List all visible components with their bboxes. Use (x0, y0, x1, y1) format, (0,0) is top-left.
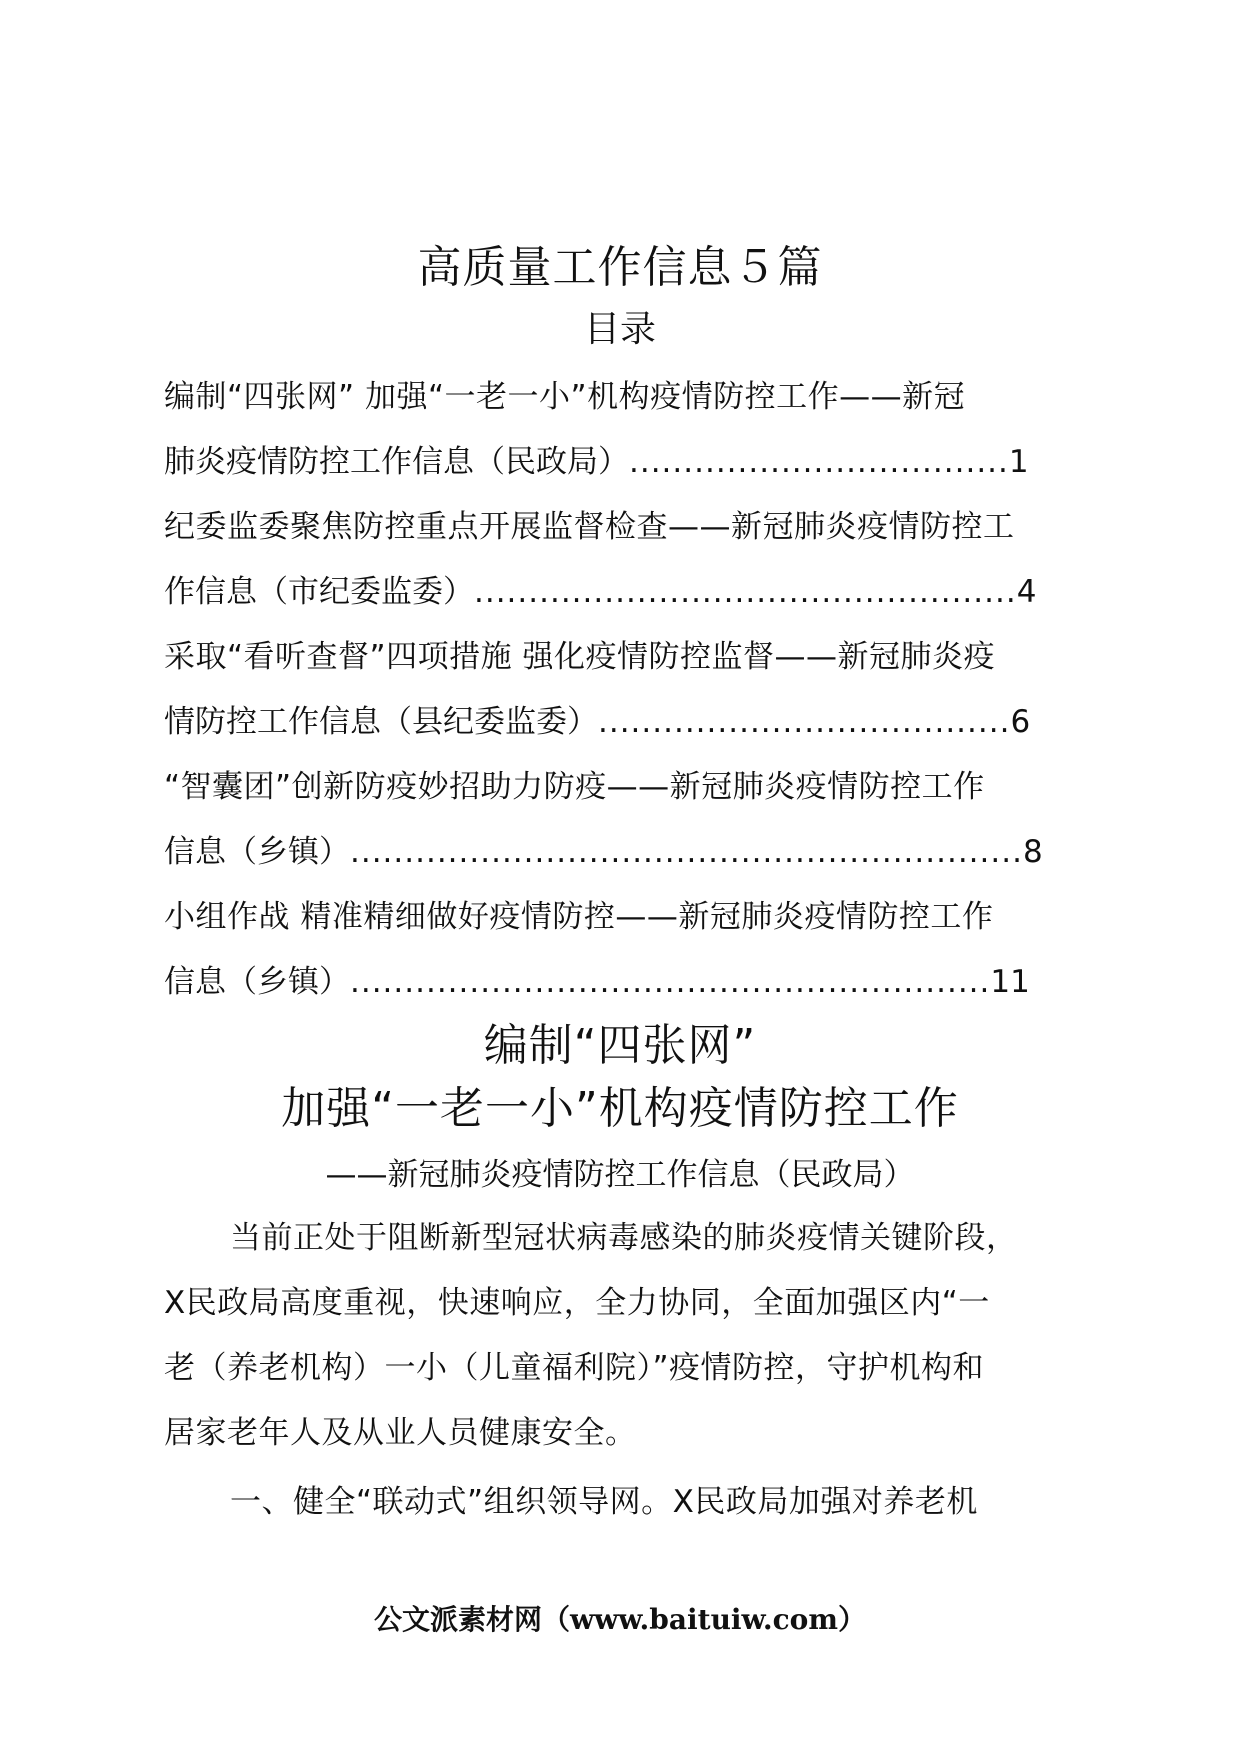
toc-entry-5[interactable] (164, 885, 1084, 1015)
toc-entry-title-line1: 小组作战 精准精细做好疫情防控——新冠肺炎疫情防控工作 (164, 899, 994, 935)
toc-entry-title-line2: 信息（乡镇） (164, 964, 350, 1000)
toc-entry-leader (164, 950, 1084, 1015)
toc-entry-title-line2: 信息（乡镇） (164, 834, 350, 870)
article-title-line2: 加强“一老一小”机构疫情防控工作 (281, 1083, 959, 1134)
toc-entry-leader (164, 820, 1084, 885)
toc-dot-leader: .............................................................. (350, 834, 1023, 870)
article-title-line1: 编制“四张网” (483, 1020, 757, 1071)
toc-page-number: 8 (1022, 834, 1043, 870)
toc-entry-title-line1: “智囊团”创新防疫妙招助力防疫——新冠肺炎疫情防控工作 (164, 769, 985, 805)
toc-page-number: 11 (990, 964, 1030, 1000)
toc-page-number: 4 (1016, 574, 1037, 610)
toc-entry-title-line1: 编制“四张网” 加强“一老一小”机构疫情防控工作——新冠 (164, 379, 966, 415)
footer-watermark-text: 公文派素材网（www.baituiw.com） (374, 1603, 866, 1636)
article-paragraph-2 (164, 1470, 1084, 1535)
toc-entry-title-line2: 情防控工作信息（县纪委监委） (164, 704, 598, 740)
toc-entry-1[interactable] (164, 365, 1084, 495)
toc-heading: 目录 (583, 309, 656, 350)
paragraph-line: 老（养老机构）一小（儿童福利院）”疫情防控，守护机构和 (164, 1350, 985, 1386)
table-of-contents (164, 365, 1084, 1015)
document-title: 高质量工作信息５篇 (417, 242, 823, 293)
paragraph-line: 居家老年人及从业人员健康安全。 (164, 1415, 637, 1451)
toc-page-number: 1 (1008, 444, 1029, 480)
toc-entry-title-line1: 采取“看听查督”四项措施 强化疫情防控监督——新冠肺炎疫 (164, 639, 995, 675)
article-paragraph-1 (164, 1206, 1084, 1466)
toc-entry-title-line1: 纪委监委聚焦防控重点开展监督检查——新冠肺炎疫情防控工 (164, 509, 1015, 545)
toc-entry-leader (164, 690, 1084, 755)
paragraph-line: 一、健全“联动式”组织领导网。X民政局加强对养老机 (230, 1484, 978, 1520)
article-subtitle: ——新冠肺炎疫情防控工作信息（民政局） (325, 1157, 915, 1193)
toc-page-number: 6 (1010, 704, 1031, 740)
toc-entry-title-line2: 作信息（市纪委监委） (164, 574, 474, 610)
toc-dot-leader: ...................................... (598, 704, 1011, 740)
paragraph-line: X民政局高度重视，快速响应，全力协同，全面加强区内“一 (164, 1285, 990, 1321)
toc-entry-3[interactable] (164, 625, 1084, 755)
toc-dot-leader: ........................................................... (350, 964, 991, 1000)
toc-entry-2[interactable] (164, 495, 1084, 625)
toc-entry-leader (164, 430, 1084, 495)
toc-entry-title-line2: 肺炎疫情防控工作信息（民政局） (164, 444, 629, 480)
toc-entry-leader (164, 560, 1084, 625)
toc-entry-4[interactable] (164, 755, 1084, 885)
paragraph-line: 当前正处于阻断新型冠状病毒感染的肺炎疫情关键阶段， (230, 1220, 1018, 1256)
toc-dot-leader: .................................................. (474, 574, 1017, 610)
toc-dot-leader: ................................... (629, 444, 1009, 480)
